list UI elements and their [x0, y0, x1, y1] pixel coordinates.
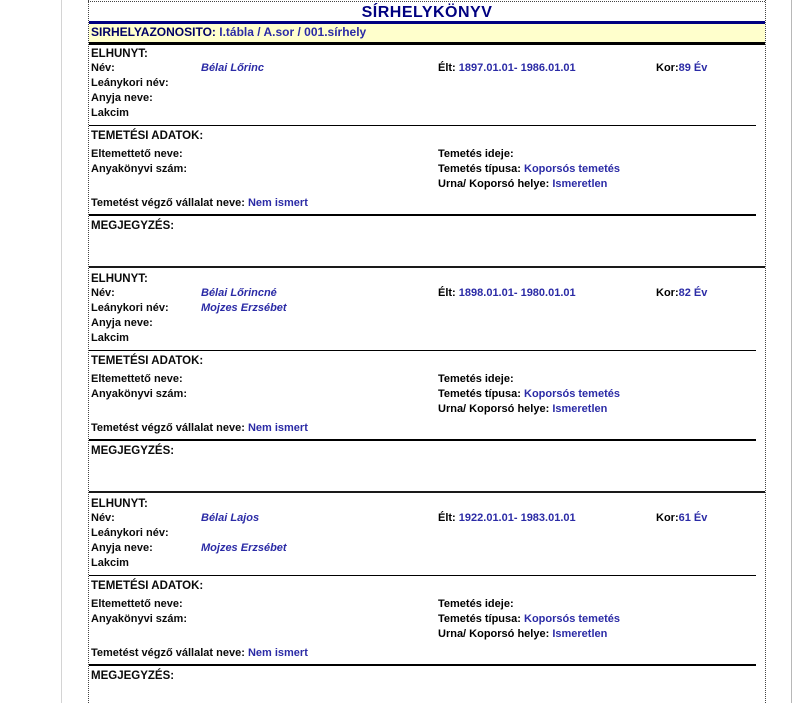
burial-type-label: Temetés típusa:	[438, 388, 521, 400]
maiden-name-row	[89, 301, 765, 316]
record-section	[89, 497, 765, 703]
maiden-name-value: Mojzes Erzsébet	[201, 302, 287, 314]
burial-data-heading: TEMETÉSI ADATOK:	[91, 130, 204, 142]
urn-location-label: Urna/ Koporsó helye:	[438, 628, 550, 640]
urn-location-group	[438, 627, 607, 641]
burial-data-heading: TEMETÉSI ADATOK:	[91, 580, 204, 592]
name-label: Név:	[91, 287, 115, 299]
urn-location-label: Urna/ Koporsó helye:	[438, 403, 550, 415]
burial-company-row	[89, 196, 765, 211]
burial-company-label: Temetést végző vállalat neve:	[91, 197, 245, 209]
buried-by-label: Eltemettető neve:	[91, 598, 183, 610]
burial-company-group	[91, 421, 308, 435]
mother-name-row	[89, 91, 765, 106]
notes-blank-area	[89, 683, 765, 703]
grave-identifier-label: SIRHELYAZONOSITO:	[91, 25, 216, 39]
burial-date-group	[438, 372, 514, 386]
window-edge-line	[61, 0, 62, 703]
registry-number-row	[89, 387, 765, 402]
lived-value: 1897.01.01- 1986.01.01	[458, 62, 576, 74]
age-value: 61 Év	[678, 512, 708, 524]
burial-type-group	[438, 612, 620, 626]
lived-label: Élt:	[438, 512, 456, 524]
lived-label: Élt:	[438, 62, 456, 74]
burial-company-group	[91, 196, 308, 210]
buried-by-label: Eltemettető neve:	[91, 148, 183, 160]
name-row	[89, 286, 765, 301]
burial-date-label: Temetés ideje:	[438, 598, 514, 610]
notes-heading: MEGJEGYZÉS:	[91, 445, 175, 457]
burial-company-value: Nem ismert	[247, 422, 308, 434]
buried-by-row	[89, 147, 765, 162]
address-row	[89, 556, 765, 571]
lived-value: 1922.01.01- 1983.01.01	[458, 512, 576, 524]
deceased-heading: ELHUNYT:	[91, 498, 148, 510]
registry-number-row	[89, 612, 765, 627]
buried-by-label: Eltemettető neve:	[91, 373, 183, 385]
burial-type-value: Koporsós temetés	[524, 388, 620, 400]
burial-type-group	[438, 162, 620, 176]
record-section	[89, 47, 765, 272]
burial-company-group	[91, 646, 308, 660]
maiden-name-row	[89, 76, 765, 91]
burial-type-label: Temetés típusa:	[438, 163, 521, 175]
age-group	[656, 286, 707, 300]
notes-heading: MEGJEGYZÉS:	[91, 670, 175, 682]
notes-blank-area	[89, 458, 765, 491]
urn-location-value: Ismeretlen	[552, 178, 608, 190]
deceased-heading: ELHUNYT:	[91, 273, 148, 285]
age-label: Kor:	[656, 512, 679, 524]
address-label: Lakcim	[91, 106, 129, 119]
burial-company-row	[89, 646, 765, 661]
lived-group	[438, 286, 576, 300]
notes-heading: MEGJEGYZÉS:	[91, 220, 175, 232]
name-row	[89, 511, 765, 526]
maiden-name-row	[89, 526, 765, 541]
lived-label: Élt:	[438, 287, 456, 299]
burial-company-label: Temetést végző vállalat neve:	[91, 422, 245, 434]
registry-number-row	[89, 162, 765, 177]
age-label: Kor:	[656, 287, 679, 299]
age-group	[656, 61, 707, 75]
age-value: 82 Év	[678, 287, 708, 299]
burial-type-label: Temetés típusa:	[438, 613, 521, 625]
maiden-name-label: Leánykori név:	[91, 527, 169, 539]
name-value: Bélai Lőrincné	[201, 287, 277, 299]
lived-value: 1898.01.01- 1980.01.01	[458, 287, 576, 299]
page-title: SÍRHELYKÖNYV	[361, 4, 493, 21]
registry-number-label: Anyakönyvi szám:	[91, 388, 187, 400]
maiden-name-label: Leánykori név:	[91, 77, 169, 89]
lived-group	[438, 61, 576, 75]
name-row	[89, 61, 765, 76]
age-value: 89 Év	[678, 62, 708, 74]
burial-date-label: Temetés ideje:	[438, 373, 514, 385]
mother-name-label: Anyja neve:	[91, 317, 153, 329]
address-label: Lakcim	[91, 556, 129, 569]
burial-company-value: Nem ismert	[247, 647, 308, 659]
buried-by-row	[89, 372, 765, 387]
burial-company-value: Nem ismert	[247, 197, 308, 209]
mother-name-row	[89, 316, 765, 331]
address-row	[89, 331, 765, 346]
age-group	[656, 511, 707, 525]
burial-type-value: Koporsós temetés	[524, 613, 620, 625]
notes-blank-area	[89, 233, 765, 266]
name-label: Név:	[91, 62, 115, 74]
burial-date-group	[438, 597, 514, 611]
record-section	[89, 272, 765, 497]
burial-company-label: Temetést végző vállalat neve:	[91, 647, 245, 659]
urn-location-row	[89, 177, 765, 192]
lived-group	[438, 511, 576, 525]
urn-location-row	[89, 402, 765, 417]
registry-page	[89, 2, 765, 703]
grave-identifier-value: I.tábla / A.sor / 001.sírhely	[219, 25, 367, 39]
urn-location-value: Ismeretlen	[552, 403, 608, 415]
name-value: Bélai Lajos	[201, 512, 260, 524]
burial-date-label: Temetés ideje:	[438, 148, 514, 160]
grave-identifier-bar	[89, 24, 765, 42]
urn-location-group	[438, 177, 607, 191]
address-label: Lakcim	[91, 331, 129, 344]
registry-number-label: Anyakönyvi szám:	[91, 613, 187, 625]
burial-company-row	[89, 421, 765, 436]
urn-location-row	[89, 627, 765, 642]
urn-location-value: Ismeretlen	[552, 628, 608, 640]
burial-date-group	[438, 147, 514, 161]
urn-location-label: Urna/ Koporsó helye:	[438, 178, 550, 190]
registry-number-label: Anyakönyvi szám:	[91, 163, 187, 175]
buried-by-row	[89, 597, 765, 612]
title-row	[89, 2, 765, 24]
burial-type-value: Koporsós temetés	[524, 163, 620, 175]
mother-name-row	[89, 541, 765, 556]
page-break-line-right	[765, 0, 766, 703]
name-label: Név:	[91, 512, 115, 524]
age-label: Kor:	[656, 62, 679, 74]
urn-location-group	[438, 402, 607, 416]
maiden-name-label: Leánykori név:	[91, 302, 169, 314]
burial-type-group	[438, 387, 620, 401]
deceased-heading: ELHUNYT:	[91, 48, 148, 60]
double-separator-line	[89, 42, 765, 45]
mother-name-label: Anyja neve:	[91, 92, 153, 104]
burial-data-heading: TEMETÉSI ADATOK:	[91, 355, 204, 367]
mother-name-value: Mojzes Erzsébet	[201, 542, 287, 554]
mother-name-label: Anyja neve:	[91, 542, 153, 554]
address-row	[89, 106, 765, 121]
name-value: Bélai Lőrinc	[201, 62, 264, 74]
